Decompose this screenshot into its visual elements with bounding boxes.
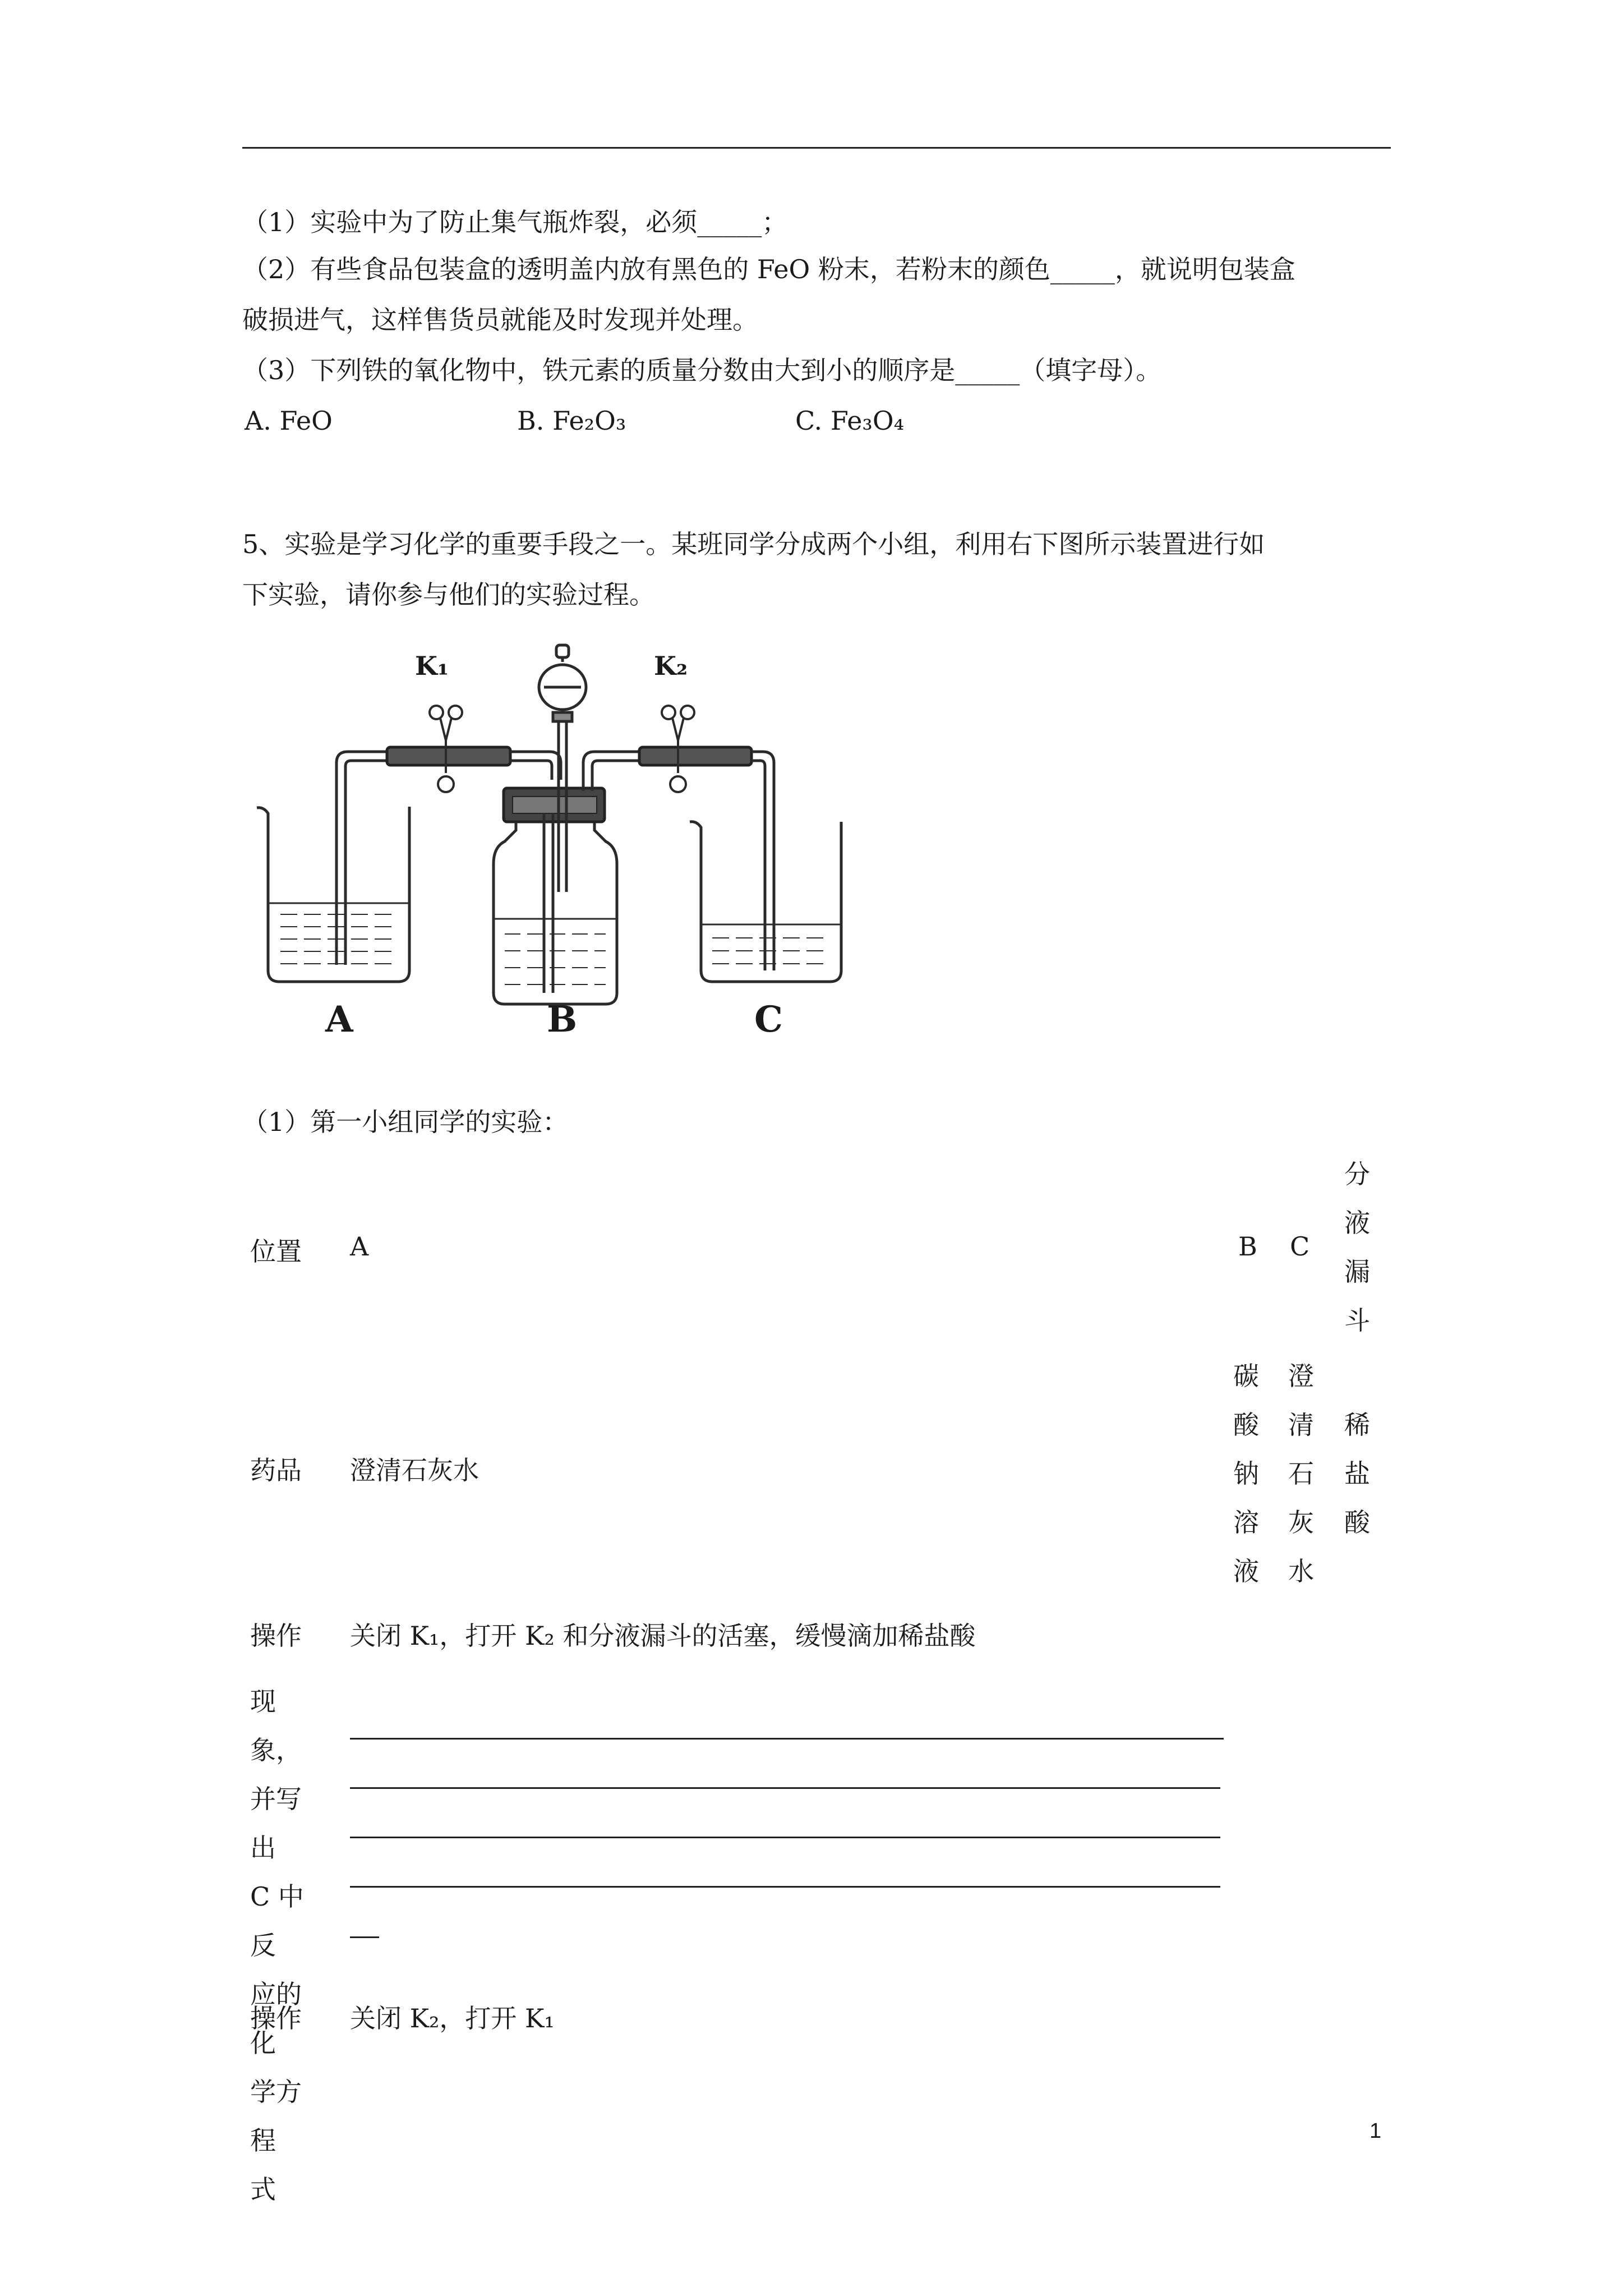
- option-a-formula: FeO: [279, 406, 333, 436]
- row-drugs-a: 澄清石灰水: [350, 1455, 479, 1485]
- label-b: B: [547, 999, 578, 1041]
- row-op2-header: 操作: [250, 2003, 302, 2033]
- page-number: 1: [1370, 2119, 1382, 2143]
- option-b-formula: Fe₂O₃: [552, 406, 626, 436]
- option-a-prefix: A.: [245, 406, 271, 436]
- q5-line1: 5、实验是学习化学的重要手段之一。某班同学分成两个小组，利用右下图所示装置进行如: [242, 529, 1265, 559]
- option-a: [245, 404, 333, 438]
- row-drugs-header: 药品: [250, 1455, 302, 1485]
- row-position-header: 位置: [250, 1236, 302, 1267]
- row-position-b: B: [1238, 1231, 1257, 1262]
- answer-line-2[interactable]: [350, 1787, 1220, 1789]
- label-k1: K₁: [415, 651, 449, 681]
- separatory-funnel: [539, 645, 586, 721]
- option-c-prefix: C.: [795, 406, 823, 436]
- row-op2-text: 关闭 K₂，打开 K₁: [350, 2003, 555, 2033]
- q4-item-1: （1）实验中为了防止集气瓶炸裂，必须_____；: [242, 207, 788, 237]
- q4-item-2-line2: 破损进气，这样售货员就能及时发现并处理。: [242, 305, 758, 335]
- row-position-a: A: [350, 1231, 369, 1262]
- q5-line2: 下实验，请你参与他们的实验过程。: [242, 579, 655, 610]
- funnel-char: 分液漏斗: [1344, 1159, 1370, 1336]
- row-drugs-c: 澄清石灰水: [1288, 1361, 1314, 1586]
- label-a: A: [325, 999, 353, 1041]
- header-rule: [242, 147, 1391, 149]
- row-position-funnel: [1344, 1150, 1377, 1345]
- row-drugs-b: 碳酸钠溶液: [1233, 1361, 1259, 1586]
- answer-line-5[interactable]: [350, 1936, 379, 1938]
- option-c: [795, 404, 904, 438]
- bottle-b: [494, 813, 617, 1004]
- row-drugs-funnel: 稀盐酸: [1344, 1410, 1370, 1538]
- row-op1-header: 操作: [250, 1621, 302, 1651]
- q4-item-2-line1: （2）有些食品包装盒的透明盖内放有黑色的 FeO 粉末，若粉末的颜色_____，就说明包装盒: [242, 254, 1295, 284]
- label-k2: K₂: [654, 651, 688, 681]
- row-phenom-header: 现象， 并写出 C 中反 应的化 学方程 式: [250, 1686, 304, 2205]
- answer-line-1[interactable]: [350, 1738, 1224, 1740]
- label-c: C: [754, 999, 783, 1041]
- option-c-formula: Fe₃O₄: [830, 406, 905, 436]
- option-b: [517, 404, 626, 438]
- part1-title: （1）第一小组同学的实验：: [242, 1107, 569, 1137]
- apparatus-diagram: [247, 628, 864, 1043]
- beaker-a: [257, 807, 409, 982]
- answer-line-4[interactable]: [350, 1886, 1220, 1888]
- q4-item-3: （3）下列铁的氧化物中，铁元素的质量分数由大到小的顺序是_____（填字母）。: [242, 355, 1162, 385]
- answer-line-3[interactable]: [350, 1837, 1220, 1838]
- row-op1-text: 关闭 K₁，打开 K₂ 和分液漏斗的活塞，缓慢滴加稀盐酸: [350, 1621, 976, 1651]
- row-position-c: C: [1290, 1231, 1310, 1262]
- option-b-prefix: B.: [517, 406, 545, 436]
